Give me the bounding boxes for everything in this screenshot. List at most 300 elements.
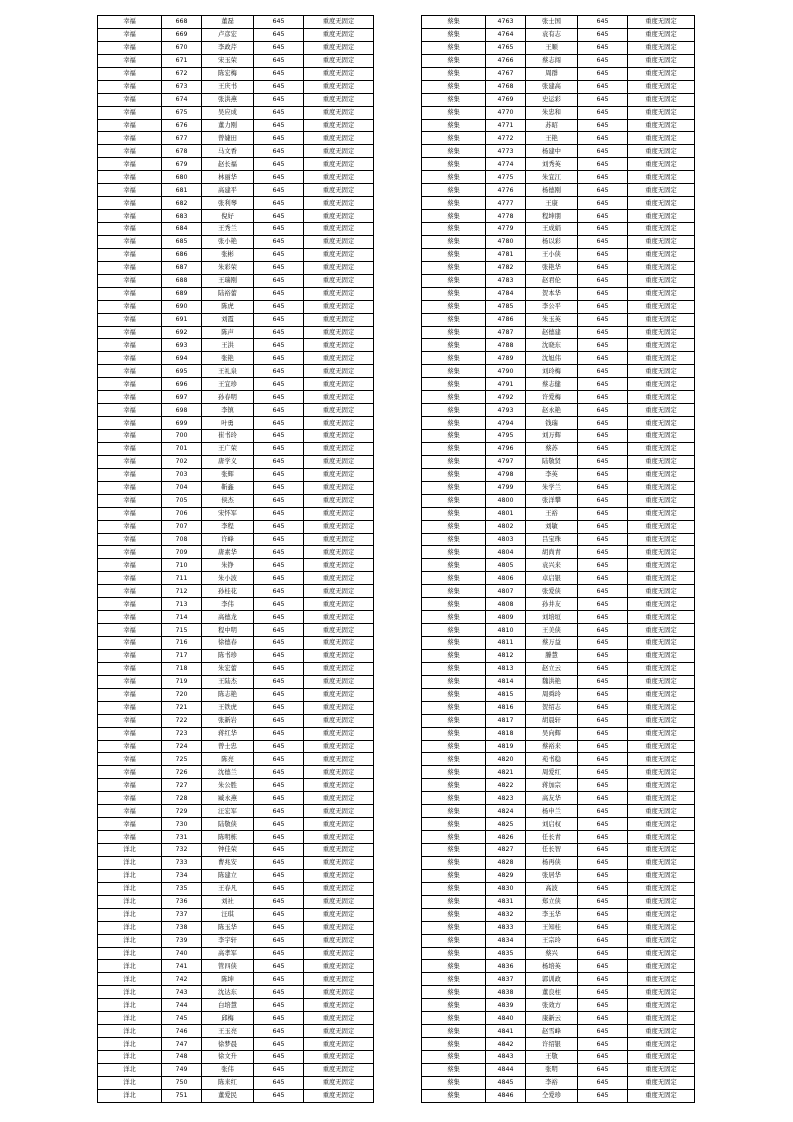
name-cell: 王美侠 [526,624,578,637]
seq-no-cell: 733 [162,856,202,869]
town-cell: 幸福 [98,378,162,391]
table-row [98,805,374,818]
category-cell: 重度无固定 [628,637,695,650]
town-cell: 蔡集 [422,132,486,145]
seq-no-cell: 4799 [486,481,526,494]
town-cell: 幸福 [98,80,162,93]
town-cell: 蔡集 [422,727,486,740]
table-row [98,753,374,766]
category-cell: 重度无固定 [304,895,374,908]
name-cell: 魏洪艳 [526,675,578,688]
town-cell: 幸福 [98,106,162,119]
table-row [422,520,695,533]
seq-no-cell: 697 [162,391,202,404]
town-cell: 蔡集 [422,701,486,714]
town-cell: 幸福 [98,54,162,67]
town-cell: 蔡集 [422,895,486,908]
seq-no-cell: 682 [162,197,202,210]
town-cell: 蔡集 [422,611,486,624]
seq-no-cell: 732 [162,844,202,857]
category-cell: 重度无固定 [304,662,374,675]
category-cell: 重度无固定 [628,1038,695,1051]
name-cell: 陆敬侠 [202,818,254,831]
category-cell: 重度无固定 [304,417,374,430]
category-cell: 重度无固定 [628,895,695,908]
amount-cell: 645 [578,365,628,378]
seq-no-cell: 4836 [486,960,526,973]
category-cell: 重度无固定 [304,1089,374,1102]
amount-cell: 645 [578,300,628,313]
name-cell: 周爱红 [526,766,578,779]
seq-no-cell: 701 [162,442,202,455]
town-cell: 幸福 [98,93,162,106]
town-cell: 幸福 [98,675,162,688]
seq-no-cell: 4826 [486,831,526,844]
table-row [422,572,695,585]
name-cell: 叶勇 [202,417,254,430]
category-cell: 重度无固定 [628,41,695,54]
seq-no-cell: 690 [162,300,202,313]
seq-no-cell: 4823 [486,792,526,805]
seq-no-cell: 4822 [486,779,526,792]
category-cell: 重度无固定 [628,559,695,572]
town-cell: 蔡集 [422,585,486,598]
category-cell: 重度无固定 [304,1076,374,1089]
amount-cell: 645 [254,908,304,921]
table-row [98,1063,374,1076]
right-table-body [422,16,695,1103]
name-cell: 唐素华 [202,546,254,559]
town-cell: 幸福 [98,559,162,572]
seq-no-cell: 672 [162,67,202,80]
amount-cell: 645 [254,468,304,481]
category-cell: 重度无固定 [304,585,374,598]
table-row [422,882,695,895]
name-cell: 马文香 [202,145,254,158]
category-cell: 重度无固定 [628,184,695,197]
town-cell: 幸福 [98,313,162,326]
name-cell: 张建高 [526,80,578,93]
amount-cell: 645 [254,235,304,248]
category-cell: 重度无固定 [304,287,374,300]
category-cell: 重度无固定 [304,1025,374,1038]
table-row [98,54,374,67]
name-cell: 李玉华 [526,908,578,921]
amount-cell: 645 [254,973,304,986]
name-cell: 张效方 [526,999,578,1012]
category-cell: 重度无固定 [628,1063,695,1076]
table-row [98,365,374,378]
table-row [422,442,695,455]
town-cell: 幸福 [98,145,162,158]
amount-cell: 645 [254,844,304,857]
name-cell: 王裕 [526,507,578,520]
table-row [98,248,374,261]
amount-cell: 645 [254,248,304,261]
amount-cell: 645 [578,430,628,443]
category-cell: 重度无固定 [304,300,374,313]
category-cell: 重度无固定 [304,1063,374,1076]
seq-no-cell: 696 [162,378,202,391]
name-cell: 宋玉荣 [202,54,254,67]
amount-cell: 645 [578,313,628,326]
amount-cell: 645 [578,391,628,404]
category-cell: 重度无固定 [304,106,374,119]
name-cell: 张艳华 [526,261,578,274]
amount-cell: 645 [578,132,628,145]
name-cell: 王礼泉 [202,365,254,378]
town-cell: 幸福 [98,753,162,766]
seq-no-cell: 4841 [486,1025,526,1038]
category-cell: 重度无固定 [304,494,374,507]
table-row [422,455,695,468]
amount-cell: 645 [254,106,304,119]
category-cell: 重度无固定 [304,171,374,184]
name-cell: 杨再侠 [526,856,578,869]
name-cell: 朱学兰 [526,481,578,494]
category-cell: 重度无固定 [628,274,695,287]
seq-no-cell: 4779 [486,223,526,236]
name-cell: 沈达东 [202,986,254,999]
category-cell: 重度无固定 [304,740,374,753]
town-cell: 幸福 [98,67,162,80]
table-row [422,792,695,805]
category-cell: 重度无固定 [628,805,695,818]
category-cell: 重度无固定 [304,507,374,520]
category-cell: 重度无固定 [628,1012,695,1025]
seq-no-cell: 686 [162,248,202,261]
table-row [98,223,374,236]
table-row [422,261,695,274]
table-row [422,1038,695,1051]
amount-cell: 645 [254,520,304,533]
town-cell: 蔡集 [422,184,486,197]
name-cell: 王宗玲 [526,934,578,947]
seq-no-cell: 734 [162,869,202,882]
category-cell: 重度无固定 [304,960,374,973]
table-row [98,261,374,274]
category-cell: 重度无固定 [304,16,374,29]
town-cell: 蔡集 [422,391,486,404]
table-row [98,1051,374,1064]
name-cell: 朱忠和 [526,106,578,119]
amount-cell: 645 [254,960,304,973]
town-cell: 蔡集 [422,365,486,378]
town-cell: 幸福 [98,132,162,145]
name-cell: 刘启权 [526,818,578,831]
amount-cell: 645 [578,417,628,430]
town-cell: 幸福 [98,611,162,624]
category-cell: 重度无固定 [628,688,695,701]
category-cell: 重度无固定 [628,80,695,93]
category-cell: 重度无固定 [304,856,374,869]
seq-no-cell: 683 [162,210,202,223]
category-cell: 重度无固定 [304,818,374,831]
table-row [98,818,374,831]
table-row [422,624,695,637]
amount-cell: 645 [578,1089,628,1102]
name-cell: 陈坤 [202,973,254,986]
seq-no-cell: 4838 [486,986,526,999]
category-cell: 重度无固定 [304,41,374,54]
name-cell: 管四侠 [202,960,254,973]
category-cell: 重度无固定 [304,844,374,857]
table-row [98,339,374,352]
town-cell: 蔡集 [422,818,486,831]
seq-no-cell: 721 [162,701,202,714]
table-row [98,740,374,753]
name-cell: 胡晨轩 [526,714,578,727]
seq-no-cell: 700 [162,430,202,443]
town-cell: 蔡集 [422,417,486,430]
category-cell: 重度无固定 [628,831,695,844]
seq-no-cell: 751 [162,1089,202,1102]
amount-cell: 645 [254,93,304,106]
town-cell: 幸福 [98,158,162,171]
name-cell: 刘培垣 [526,611,578,624]
amount-cell: 645 [578,947,628,960]
town-cell: 洋北 [98,1089,162,1102]
town-cell: 洋北 [98,882,162,895]
table-row [422,145,695,158]
category-cell: 重度无固定 [628,468,695,481]
seq-no-cell: 4828 [486,856,526,869]
amount-cell: 645 [254,287,304,300]
name-cell: 周舜玲 [526,688,578,701]
amount-cell: 645 [254,533,304,546]
town-cell: 幸福 [98,417,162,430]
category-cell: 重度无固定 [304,223,374,236]
name-cell: 侯杰 [202,494,254,507]
table-row [422,818,695,831]
amount-cell: 645 [578,999,628,1012]
name-cell: 陈志艳 [202,688,254,701]
seq-no-cell: 4819 [486,740,526,753]
town-cell: 洋北 [98,1038,162,1051]
table-row [98,93,374,106]
table-row [98,1089,374,1102]
name-cell: 朱玉英 [526,313,578,326]
category-cell: 重度无固定 [304,391,374,404]
category-cell: 重度无固定 [628,417,695,430]
table-row [422,805,695,818]
seq-no-cell: 4813 [486,662,526,675]
table-row [422,28,695,41]
amount-cell: 645 [578,455,628,468]
seq-no-cell: 745 [162,1012,202,1025]
name-cell: 胡尚青 [526,546,578,559]
category-cell: 重度无固定 [304,999,374,1012]
town-cell: 洋北 [98,895,162,908]
table-row [98,649,374,662]
town-cell: 幸福 [98,274,162,287]
seq-no-cell: 4788 [486,339,526,352]
category-cell: 重度无固定 [628,481,695,494]
town-cell: 幸福 [98,197,162,210]
name-cell: 张辉 [202,468,254,481]
table-row [422,999,695,1012]
town-cell: 蔡集 [422,688,486,701]
seq-no-cell: 4804 [486,546,526,559]
town-cell: 蔡集 [422,67,486,80]
name-cell: 张洋攀 [526,494,578,507]
name-cell: 陈虎 [202,300,254,313]
seq-no-cell: 4811 [486,637,526,650]
town-cell: 幸福 [98,119,162,132]
category-cell: 重度无固定 [304,119,374,132]
seq-no-cell: 742 [162,973,202,986]
name-cell: 王顺 [526,41,578,54]
table-row [98,455,374,468]
name-cell: 沈德兰 [202,766,254,779]
name-cell: 张伟 [202,1063,254,1076]
amount-cell: 645 [254,714,304,727]
town-cell: 蔡集 [422,41,486,54]
town-cell: 蔡集 [422,442,486,455]
name-cell: 滕慧 [526,649,578,662]
table-row [98,714,374,727]
table-row [98,417,374,430]
category-cell: 重度无固定 [628,533,695,546]
amount-cell: 645 [578,41,628,54]
name-cell: 蔡志健 [526,378,578,391]
table-row [422,675,695,688]
category-cell: 重度无固定 [628,649,695,662]
category-cell: 重度无固定 [628,378,695,391]
town-cell: 蔡集 [422,287,486,300]
town-cell: 幸福 [98,714,162,727]
table-row [422,1076,695,1089]
table-row [422,714,695,727]
category-cell: 重度无固定 [304,908,374,921]
name-cell: 刘霞 [202,313,254,326]
seq-no-cell: 4782 [486,261,526,274]
amount-cell: 645 [578,1076,628,1089]
amount-cell: 645 [254,572,304,585]
town-cell: 洋北 [98,869,162,882]
category-cell: 重度无固定 [304,753,374,766]
amount-cell: 645 [578,507,628,520]
table-row [98,908,374,921]
category-cell: 重度无固定 [304,572,374,585]
town-cell: 幸福 [98,248,162,261]
category-cell: 重度无固定 [628,999,695,1012]
town-cell: 蔡集 [422,882,486,895]
amount-cell: 645 [578,210,628,223]
category-cell: 重度无固定 [628,973,695,986]
seq-no-cell: 705 [162,494,202,507]
category-cell: 重度无固定 [628,792,695,805]
category-cell: 重度无固定 [304,559,374,572]
town-cell: 蔡集 [422,145,486,158]
amount-cell: 645 [254,792,304,805]
seq-no-cell: 4843 [486,1051,526,1064]
table-row [98,507,374,520]
name-cell: 赵德建 [526,326,578,339]
town-cell: 蔡集 [422,714,486,727]
town-cell: 幸福 [98,624,162,637]
town-cell: 蔡集 [422,533,486,546]
town-cell: 幸福 [98,442,162,455]
seq-no-cell: 4837 [486,973,526,986]
table-row [98,986,374,999]
table-row [98,430,374,443]
name-cell: 王康 [526,197,578,210]
town-cell: 幸福 [98,481,162,494]
table-row [98,481,374,494]
town-cell: 幸福 [98,352,162,365]
table-row [422,921,695,934]
category-cell: 重度无固定 [304,934,374,947]
seq-no-cell: 4797 [486,455,526,468]
amount-cell: 645 [578,171,628,184]
category-cell: 重度无固定 [628,326,695,339]
table-row [422,80,695,93]
town-cell: 洋北 [98,921,162,934]
town-cell: 蔡集 [422,934,486,947]
table-row [422,300,695,313]
category-cell: 重度无固定 [304,430,374,443]
table-row [98,701,374,714]
table-row [422,235,695,248]
seq-no-cell: 4812 [486,649,526,662]
name-cell: 林丽华 [202,171,254,184]
seq-no-cell: 4792 [486,391,526,404]
town-cell: 蔡集 [422,1051,486,1064]
table-row [422,274,695,287]
name-cell: 许爱梅 [526,391,578,404]
name-cell: 康新云 [526,1012,578,1025]
table-row [98,779,374,792]
seq-no-cell: 4773 [486,145,526,158]
amount-cell: 645 [578,481,628,494]
table-row [422,223,695,236]
town-cell: 幸福 [98,28,162,41]
town-cell: 洋北 [98,999,162,1012]
category-cell: 重度无固定 [304,93,374,106]
seq-no-cell: 695 [162,365,202,378]
amount-cell: 645 [578,611,628,624]
town-cell: 蔡集 [422,805,486,818]
name-cell: 朱小波 [202,572,254,585]
town-cell: 幸福 [98,223,162,236]
table-row [98,119,374,132]
category-cell: 重度无固定 [628,145,695,158]
town-cell: 蔡集 [422,624,486,637]
seq-no-cell: 711 [162,572,202,585]
category-cell: 重度无固定 [628,856,695,869]
amount-cell: 645 [578,688,628,701]
seq-no-cell: 4775 [486,171,526,184]
category-cell: 重度无固定 [304,468,374,481]
seq-no-cell: 4766 [486,54,526,67]
name-cell: 任长青 [526,831,578,844]
table-row [98,41,374,54]
name-cell: 孙春明 [202,391,254,404]
seq-no-cell: 4780 [486,235,526,248]
amount-cell: 645 [254,404,304,417]
seq-no-cell: 713 [162,598,202,611]
name-cell: 陈亮 [202,753,254,766]
table-row [98,598,374,611]
table-row [98,947,374,960]
town-cell: 蔡集 [422,662,486,675]
name-cell: 王秀兰 [202,223,254,236]
category-cell: 重度无固定 [304,67,374,80]
name-cell: 张艳 [202,352,254,365]
seq-no-cell: 4833 [486,921,526,934]
table-row [98,585,374,598]
